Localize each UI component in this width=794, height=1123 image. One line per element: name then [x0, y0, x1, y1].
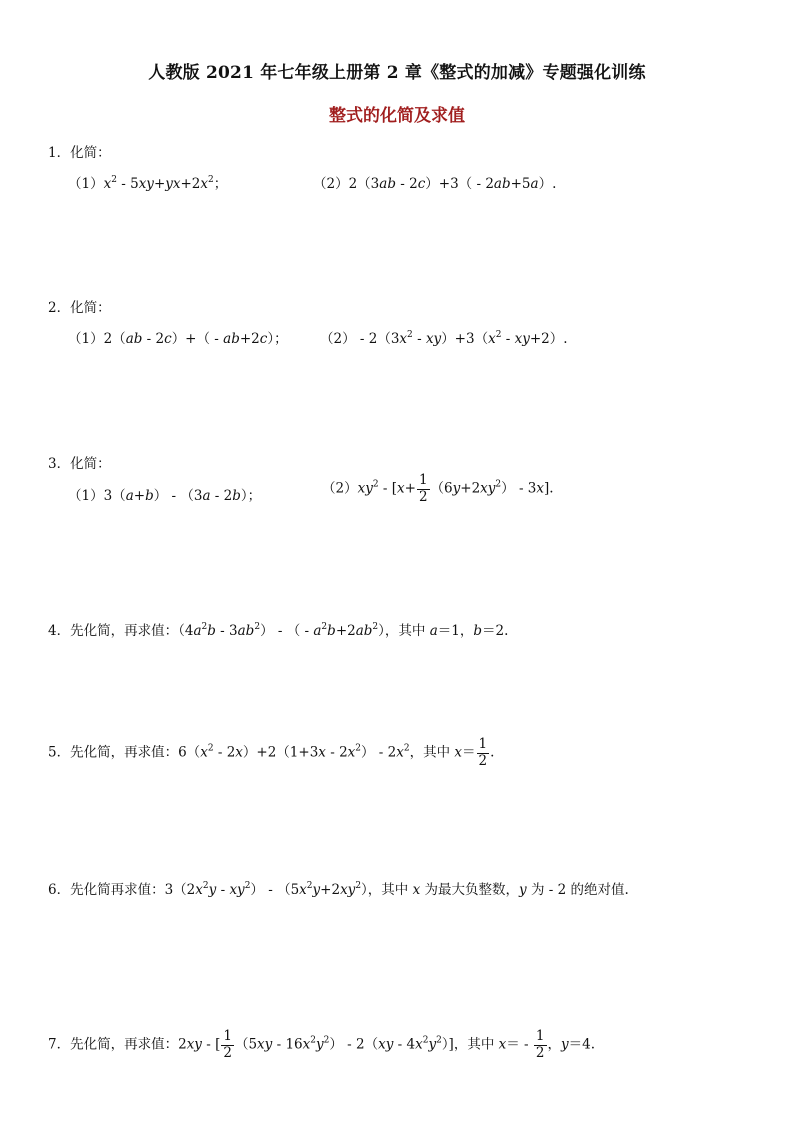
question-3-part-2: $(2)xy^2 - [x+$ $\frac{1}{2}$ $(6y+2xy^2) - 3x$].: [322, 472, 554, 505]
question-6: 6．先化简再求值：$3(2x^2y - xy^2) - (5x^2y+2xy^2)$，其中 x 为最大负整数，y 为 - 2 的绝对值.: [48, 881, 629, 898]
question-1-part-1: $(1)x^2 - 5xy+yx+2x^2$；: [68, 175, 228, 192]
question-7: 7．先化简，再求值：2xy - [ $\frac{1}{2}$ $(5xy - 16x^2y^2) - 2(xy - 4x^2y^2)$]，其中 x＝ - $\frac{1}{2}$ ，y＝4.: [48, 1028, 596, 1061]
question-2-part-2: $(2) - 2(3x^2 - xy)+3(x^2 - xy+2)$.: [320, 330, 568, 347]
question-5: 5．先化简，再求值：$6(x^2 - 2x)+2(1+3x - 2x^2) - 2x^2$，其中 x＝ $\frac{1}{2}$ .: [48, 736, 495, 769]
question-1-heading: 1．化简：: [48, 145, 111, 161]
fraction-one-half: $\frac{1}{2}$: [418, 472, 428, 505]
fraction-one-half: $\frac{1}{2}$: [223, 1028, 232, 1061]
fraction-one-half: $\frac{1}{2}$: [478, 736, 488, 769]
question-2-heading: 2．化简：: [48, 300, 111, 316]
fraction-one-half: $\frac{1}{2}$: [535, 1028, 545, 1061]
question-2-part-1: （1）2（ab - 2c）+（ - ab+2c）；: [68, 331, 288, 347]
question-3-part-1: （1）3（a+b） - （3a - 2b）；: [68, 488, 262, 504]
page-subtitle: 整式的化简及求值: [329, 106, 465, 126]
question-1-part-2: （2）2（3ab - 2c）+3（ - 2ab+5a）.: [313, 176, 557, 192]
question-3-heading: 3．化简：: [48, 456, 111, 472]
page-title: 人教版 2021 年七年级上册第 2 章《整式的加减》专题强化训练: [148, 63, 646, 83]
question-4: 4．先化简，再求值：$(4a^2b - 3ab^2)$ - （ - $a^2b+2ab^2$），其中 a＝1，b＝2.: [48, 622, 509, 639]
